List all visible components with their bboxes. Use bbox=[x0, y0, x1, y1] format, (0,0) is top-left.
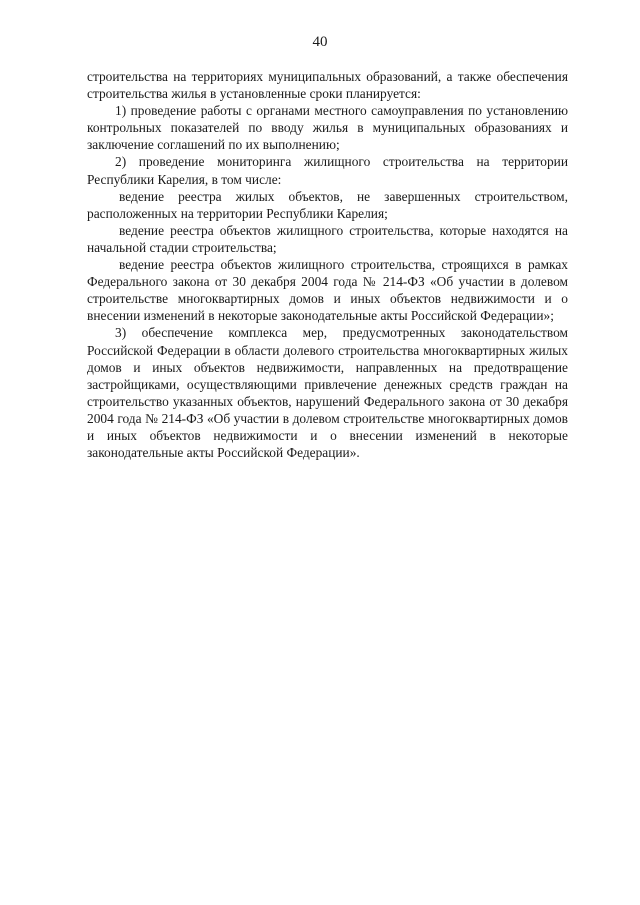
paragraph-item-1: 1) проведение работы с органами местного самоуправления по установлению контрольных показателей по вводу жилья в муниципальных образованиях и заключение соглашений по их выполнению; bbox=[87, 103, 568, 153]
paragraph-intro-continuation: строительства на территориях муниципальных образований, а также обеспечения строительства жилья в установленные сроки планируется: bbox=[87, 69, 568, 102]
paragraph-subitem-register-unfinished: ведение реестра жилых объектов, не завершенных строительством, расположенных на территории Республики Карелия; bbox=[87, 188, 568, 221]
paragraph-subitem-register-shared-construction: ведение реестра объектов жилищного строительства, строящихся в рамках Федерального закона от 30 декабря 2004 года № 214-ФЗ «Об участии в долевом строительстве многоквартирных домов и иных объектов недвижимости и о внесении изменений в некоторые законодательные акты Российской Федерации»; bbox=[87, 257, 568, 324]
paragraph-subitem-register-initial-stage: ведение реестра объектов жилищного строительства, которые находятся на начальной стадии строительства; bbox=[87, 222, 568, 255]
paragraph-item-3: 3) обеспечение комплекса мер, предусмотренных законодательством Российской Федерации в области долевого строительства многоквартирных жилых домов и иных объектов недвижимости, направленных на предотвращение застройщиками, осуществляющими привлечение денежных средств граждан на строительство указанных объектов, нарушений Федерального закона от 30 декабря 2004 года № 214-ФЗ «Об участии в долевом строительстве многоквартирных домов и иных объектов недвижимости и о внесении изменений в некоторые законодательные акты Российской Федерации». bbox=[87, 325, 568, 461]
page-number: 40 bbox=[312, 34, 328, 50]
document-body bbox=[87, 68, 568, 461]
paragraph-item-2: 2) проведение мониторинга жилищного строительства на территории Республики Карелия, в том числе: bbox=[87, 154, 568, 187]
